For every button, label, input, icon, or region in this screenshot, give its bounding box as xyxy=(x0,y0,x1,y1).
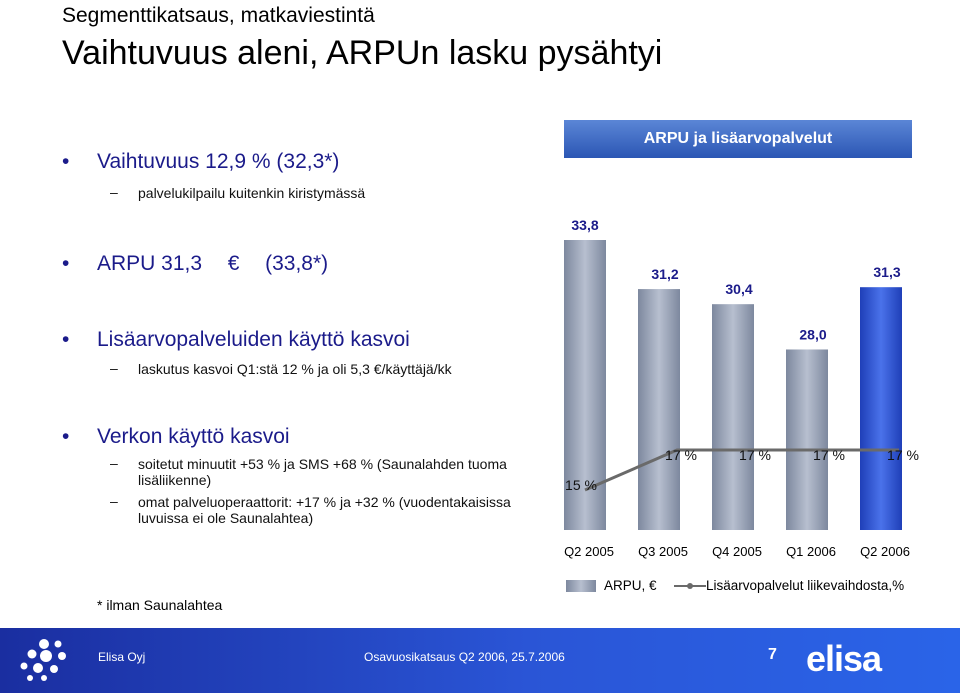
slide-subtitle: Segmenttikatsaus, matkaviestintä xyxy=(62,4,375,27)
euro-icon: € xyxy=(227,252,240,275)
sub-bullet-text: omat palveluoperaattorit: +17 % ja +32 % (vuodentakaisissa luvuissa ei ole Saunalahtea) xyxy=(138,494,511,526)
arpu-value-label: 30,4 xyxy=(725,281,753,298)
bullet-text: Verkon käyttö kasvoi xyxy=(97,425,290,448)
dash-icon: – xyxy=(110,184,118,200)
arpu-value-label: 31,2 xyxy=(651,266,679,283)
vas-value-label: 17 % xyxy=(739,447,771,463)
arpu-value-label: 31,3 xyxy=(873,264,901,281)
arpu-bar-5 xyxy=(860,287,902,530)
legend-label: ARPU, € xyxy=(604,578,657,593)
legend-line-swatch xyxy=(674,579,706,593)
dash-icon: – xyxy=(110,455,118,471)
x-axis-label: Q1 2006 xyxy=(786,544,836,559)
slide-title: Vaihtuvuus aleni, ARPUn lasku pysähtyi xyxy=(62,34,663,72)
dash-icon: – xyxy=(110,493,118,509)
page-number: 7 xyxy=(768,646,777,663)
bullet-text: Vaihtuvuus 12,9 % (32,3*) xyxy=(97,150,340,173)
dash-icon: – xyxy=(110,360,118,376)
arpu-value-label: 33,8 xyxy=(571,217,599,233)
x-axis-label: Q2 2006 xyxy=(860,544,910,559)
arpu-bar-3 xyxy=(712,304,754,530)
footer-report: Osavuosikatsaus Q2 2006, 25.7.2006 xyxy=(364,650,565,664)
arpu-value-label: 28,0 xyxy=(799,326,827,343)
bullet-text: Lisäarvopalveluiden käyttö kasvoi xyxy=(97,328,410,351)
bullet-dot-icon: • xyxy=(62,328,70,351)
legend-bar-swatch xyxy=(566,580,596,592)
arpu-chart xyxy=(550,160,920,570)
bullet-dot-icon: • xyxy=(62,150,70,173)
vas-value-label: 17 % xyxy=(665,447,697,463)
elisa-dots-icon xyxy=(12,636,82,682)
legend-label: Lisäarvopalvelut liikevaihdosta,% xyxy=(706,578,905,593)
bullet-text: ARPU 31,3 € (33,8*) xyxy=(97,252,329,275)
footer-company: Elisa Oyj xyxy=(98,650,146,664)
vas-value-label: 15 % xyxy=(565,477,597,493)
x-axis-label: Q2 2005 xyxy=(564,544,614,559)
sub-bullet-text: palvelukilpailu kuitenkin kiristymässä xyxy=(138,185,366,201)
footnote: * ilman Saunalahtea xyxy=(97,597,223,613)
vas-value-label: 17 % xyxy=(887,447,919,463)
arpu-bar-2 xyxy=(638,289,680,530)
elisa-logo: elisa xyxy=(806,638,882,679)
arpu-bar-4 xyxy=(786,349,828,530)
sub-bullet-text: soitetut minuutit +53 % ja SMS +68 % (Saunalahden tuoma lisäliikenne) xyxy=(138,456,507,488)
footer xyxy=(0,628,960,693)
chart-header: ARPU ja lisäarvopalvelut xyxy=(564,120,912,158)
x-axis-label: Q3 2005 xyxy=(638,544,688,559)
bullet-dot-icon: • xyxy=(62,425,70,448)
x-axis-label: Q4 2005 xyxy=(712,544,762,559)
bullet-dot-icon: • xyxy=(62,252,70,275)
vas-value-label: 17 % xyxy=(813,447,845,463)
sub-bullet-text: laskutus kasvoi Q1:stä 12 % ja oli 5,3 €/käyttäjä/kk xyxy=(138,361,452,377)
